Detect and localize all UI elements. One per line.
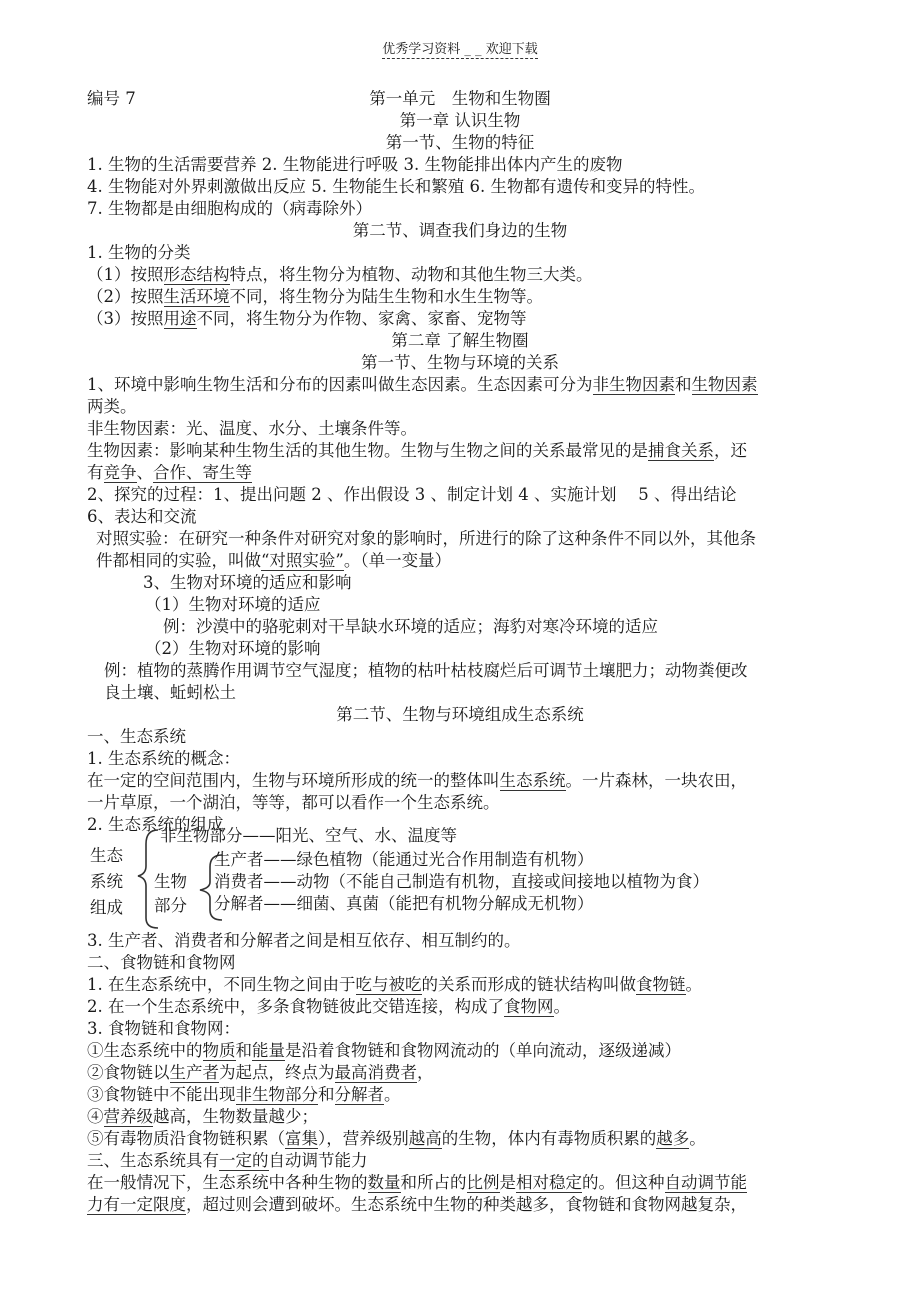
- text-line: 1. 生物的生活需要营养 2. 生物能进行呼吸 3. 生物能排出体内产生的废物: [87, 155, 623, 174]
- consumer-row: 消费者——动物（不能自己制造有机物，直接或间接地以植物为食）: [214, 872, 709, 891]
- text-line: 1、环境中影响生物生活和分布的因素叫做生态因素。生态因素可分为非生物因素和生物因素: [87, 375, 758, 394]
- text-line: 3、生物对环境的适应和影响: [143, 573, 352, 592]
- section-title: 第二节、调查我们身边的生物: [352, 221, 568, 240]
- text-line: 有竞争、合作、寄生等: [87, 463, 252, 482]
- text-line: 生物因素：影响某种生物生活的其他生物。生物与生物之间的关系最常见的是捕食关系，还: [87, 441, 747, 460]
- text-line: ⑤有毒物质沿食物链积累（富集），营养级别越高的生物，体内有毒物质积累的越多。: [87, 1129, 706, 1148]
- text-line: 两类。: [87, 397, 137, 416]
- abiotic-part: 非生物部分——阳光、空气、水、温度等: [160, 826, 457, 845]
- text-line: ③食物链中不能出现非生物部分和分解者。: [87, 1085, 401, 1104]
- section-title: 第一节、生物的特征: [385, 133, 535, 152]
- text-line: 一、生态系统: [87, 727, 186, 746]
- text-line: 1. 生物的分类: [87, 243, 191, 262]
- text-line: （1）按照形态结构特点，将生物分为植物、动物和其他生物三大类。: [87, 265, 593, 284]
- producer-row: 生产者——绿色植物（能通过光合作用制造有机物）: [214, 850, 594, 869]
- text-line: 1. 在生态系统中，不同生物之间由于吃与被吃的关系而形成的链状结构叫做食物链。: [87, 975, 702, 994]
- text-line: 一片草原，一个湖泊，等等，都可以看作一个生态系统。: [87, 793, 500, 812]
- unit-title: 第一单元 生物和生物圈: [369, 89, 551, 108]
- text-line: （2）按照生活环境不同，将生物分为陆生生物和水生生物等。: [87, 287, 543, 306]
- text-line: 在一般情况下，生态系统中各种生物的数量和所占的比例是相对稳定的。但这种自动调节能: [87, 1173, 747, 1192]
- section-title: 第二节、生物与环境组成生态系统: [336, 705, 584, 724]
- text-line: 4. 生物能对外界刺激做出反应 5. 生物能生长和繁殖 6. 生物都有遗传和变异的特性。: [87, 177, 705, 196]
- text-line: （2）生物对环境的影响: [145, 639, 321, 658]
- biotic-label: 生物: [154, 872, 187, 891]
- text-line: 非生物因素：光、温度、水分、土壤条件等。: [87, 419, 417, 438]
- ecosystem-composition-diagram: [90, 822, 790, 930]
- text-line: 2. 生态系统的组成: [87, 815, 224, 834]
- text-line: ②食物链以生产者为起点，终点为最高消费者，: [87, 1063, 434, 1082]
- text-line: 2、探究的过程：1、提出问题 2 、作出假设 3 、制定计划 4 、实施计划 5 、得出结论: [87, 485, 737, 504]
- text-line: （3）按照用途不同，将生物分为作物、家禽、家畜、宠物等: [87, 309, 527, 328]
- text-line: 2. 在一个生态系统中，多条食物链彼此交错连接，构成了食物网。: [87, 997, 570, 1016]
- text-line: 二、食物链和食物网: [87, 953, 236, 972]
- text-line: 7. 生物都是由细胞构成的（病毒除外）: [87, 199, 372, 218]
- chapter-title: 第二章 了解生物圈: [391, 331, 529, 350]
- text-line: ④营养级越高，生物数量越少；: [87, 1107, 318, 1126]
- biotic-label: 部分: [154, 896, 187, 915]
- section-title: 第一节、生物与环境的关系: [361, 353, 559, 372]
- text-line: 对照实验：在研究一种条件对研究对象的影响时，所进行的除了这种条件不同以外，其他条: [96, 529, 756, 548]
- decomposer-row: 分解者——细菌、真菌（能把有机物分解成无机物）: [214, 894, 594, 913]
- text-line: 6、表达和交流: [87, 507, 197, 526]
- page-banner: 优秀学习资料 _ _ 欢迎下载: [382, 42, 538, 57]
- doc-number: 编号 7: [87, 89, 136, 108]
- text-line: 件都相同的实验，叫做“对照实验”。（单一变量）: [96, 551, 452, 570]
- root-label: 系统: [90, 872, 123, 891]
- text-line: 力有一定限度，超过则会遭到破坏。生态系统中生物的种类越多，食物链和食物网越复杂，: [87, 1195, 747, 1214]
- text-line: 1. 生态系统的概念：: [87, 749, 240, 768]
- chapter-title: 第一章 认识生物: [399, 111, 521, 130]
- text-line: ①生态系统中的物质和能量是沿着食物链和食物网流动的（单向流动，逐级递减）: [87, 1041, 681, 1060]
- text-line: 3. 食物链和食物网：: [87, 1019, 240, 1038]
- root-label: 组成: [90, 898, 123, 917]
- text-line: 三、生态系统具有一定的自动调节能力: [87, 1151, 368, 1170]
- text-line: 例：植物的蒸腾作用调节空气湿度；植物的枯叶枯枝腐烂后可调节土壤肥力；动物粪便改: [104, 661, 748, 680]
- text-line: 在一定的空间范围内，生物与环境所形成的统一的整体叫生态系统。一片森林，一块农田，: [87, 771, 747, 790]
- text-line: （1）生物对环境的适应: [145, 595, 321, 614]
- text-line: 良土壤、蚯蚓松土: [104, 683, 236, 702]
- text-line: 3. 生产者、消费者和分解者之间是相互依存、相互制约的。: [87, 931, 521, 950]
- text-line: 例：沙漠中的骆驼刺对干旱缺水环境的适应；海豹对寒冷环境的适应: [163, 617, 658, 636]
- root-label: 生态: [90, 846, 123, 865]
